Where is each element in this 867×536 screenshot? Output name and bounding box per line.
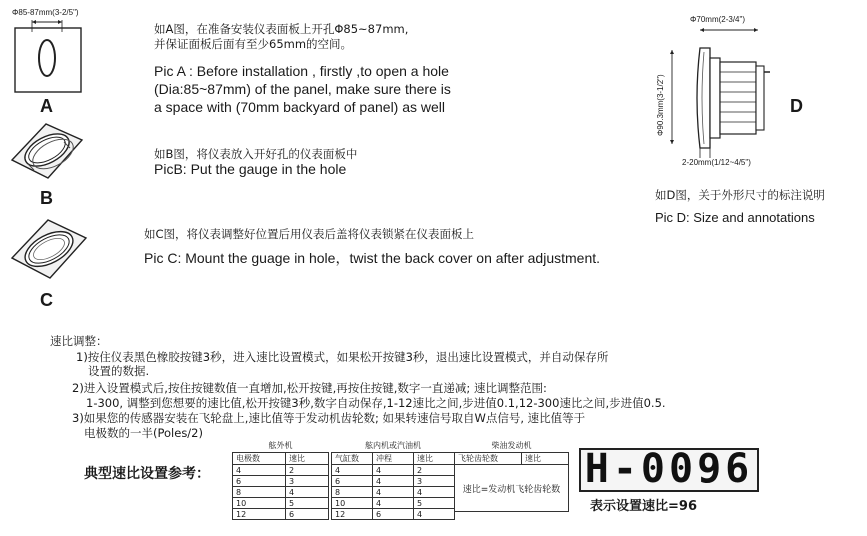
table-cell: 4	[373, 465, 414, 476]
table-row	[332, 476, 455, 487]
diesel-header-ratio: 速比	[522, 453, 569, 465]
table-cell: 8	[233, 487, 286, 498]
fig-c-text-en: Pic C: Mount the guage in hole，twist the back cover on after adjustment.	[144, 250, 601, 266]
step-1-line-b: 设置的数据.	[88, 364, 150, 378]
table-row	[332, 465, 455, 476]
fig-b-gauge-insert-drawing	[8, 116, 84, 188]
inboard-header-stroke: 冲程	[373, 453, 414, 465]
table-cell: 12	[233, 509, 286, 520]
table-row	[332, 498, 455, 509]
fig-d-text-en: Pic D: Size and annotations	[655, 210, 815, 225]
step-3-line-b: 电极数的一半(Poles/2)	[84, 426, 203, 440]
fig-a-text-cn-1: 如A图，在准备安装仪表面板上开孔Φ85~87mm,	[154, 22, 409, 36]
fig-a-letter: A	[40, 96, 53, 116]
lcd-display: H-0096	[579, 448, 759, 492]
table-cell: 4	[332, 465, 373, 476]
table-cell: 3	[414, 476, 455, 487]
lcd-caption: 表示设置速比=96	[590, 499, 697, 514]
fig-b-letter: B	[40, 188, 53, 208]
table-cell: 3	[286, 476, 329, 487]
table-cell: 4	[373, 476, 414, 487]
fig-b-text-cn: 如B图，将仪表放入开好孔的仪表面板中	[154, 147, 358, 161]
ratio-adjust-title: 速比调整：	[50, 334, 108, 348]
fig-d-text-cn: 如D图，关于外形尺寸的标注说明	[655, 188, 825, 202]
table-cell: 2	[286, 465, 329, 476]
step-3-line-a: 3)如果您的传感器安装在飞轮盘上,速比值等于发动机齿轮数; 如果转速信号取自W点信号, 速比值等于	[72, 411, 586, 425]
fig-c-letter: C	[40, 290, 53, 310]
table-cell: 5	[414, 498, 455, 509]
diesel-header-teeth: 飞轮齿轮数	[455, 453, 522, 465]
fig-a-text-cn-2: 并保证面板后面有至少65mm的空间。	[154, 37, 353, 51]
fig-c-text-cn: 如C图，将仪表调整好位置后用仪表后盖将仪表锁紧在仪表面板上	[144, 227, 475, 241]
diesel-table	[454, 440, 569, 512]
table-cell: 6	[233, 476, 286, 487]
fig-a-text-en-2: (Dia:85~87mm) of the panel, make sure there is	[154, 81, 451, 97]
fig-a-text-en-1: Pic A : Before installation , firstly ,to open a hole	[154, 63, 449, 79]
table-cell: 6	[373, 509, 414, 520]
table-row	[233, 498, 329, 509]
table-row	[233, 476, 329, 487]
table-cell: 4	[373, 498, 414, 509]
fig-d-dim-top: Φ70mm(2-3/4")	[690, 15, 746, 24]
step-2-line-a: 2)进入设置模式后,按住按键数值一直增加,松开按键,再按住按键,数字一直递减; 速比调整范围:	[72, 381, 547, 395]
outboard-header-poles: 电极数	[233, 453, 286, 465]
typical-settings-label: 典型速比设置参考：	[84, 466, 210, 482]
fig-d-dim-side: Φ90.3mm(3-1/2")	[656, 74, 665, 136]
fig-c-gauge-mounted-drawing	[8, 212, 88, 288]
fig-a-panel-hole-drawing	[14, 18, 86, 96]
outboard-table	[232, 440, 329, 520]
table-cell: 8	[332, 487, 373, 498]
inboard-header-ratio: 速比	[414, 453, 455, 465]
table-cell: 6	[286, 509, 329, 520]
fig-d-letter: D	[790, 96, 803, 116]
table-cell: 2	[414, 465, 455, 476]
inboard-caption: 舷内机或汽油机	[365, 441, 421, 450]
table-cell: 4	[414, 509, 455, 520]
step-1-line-a: 1)按住仪表黑色橡胶按键3秒，进入速比设置模式，如果松开按键3秒，退出速比设置模式，并自动保存所	[76, 350, 609, 364]
fig-a-dimension-label: Φ85-87mm(3-2/5")	[12, 8, 79, 17]
fig-d-dim-bottom: 2-20mm(1/12~4/5")	[682, 158, 751, 167]
outboard-header-ratio: 速比	[286, 453, 329, 465]
table-row	[233, 465, 329, 476]
inboard-header-cylinders: 气缸数	[332, 453, 373, 465]
table-row	[332, 509, 455, 520]
inboard-table	[331, 440, 455, 520]
outboard-caption: 舷外机	[268, 441, 293, 450]
table-cell: 6	[332, 476, 373, 487]
fig-d-side-view-drawing	[664, 26, 774, 158]
table-row	[332, 487, 455, 498]
table-cell: 10	[332, 498, 373, 509]
fig-a-text-en-3: a space with (70mm backyard of panel) as well	[154, 99, 446, 115]
diesel-formula: 速比=发动机飞轮齿轮数	[455, 465, 569, 512]
table-cell: 5	[286, 498, 329, 509]
table-cell: 12	[332, 509, 373, 520]
table-row	[233, 487, 329, 498]
table-row	[233, 509, 329, 520]
fig-b-text-en: PicB: Put the gauge in the hole	[154, 161, 347, 177]
diesel-caption: 柴油发动机	[491, 441, 532, 450]
table-cell: 4	[233, 465, 286, 476]
table-cell: 10	[233, 498, 286, 509]
table-cell: 4	[286, 487, 329, 498]
step-2-line-b: 1-300, 调整到您想要的速比值,松开按键3秒,数字自动保存,1-12速比之间,步进值0.1,12-300速比之间,步进值0.5.	[86, 396, 666, 410]
table-cell: 4	[414, 487, 455, 498]
table-cell: 4	[373, 487, 414, 498]
